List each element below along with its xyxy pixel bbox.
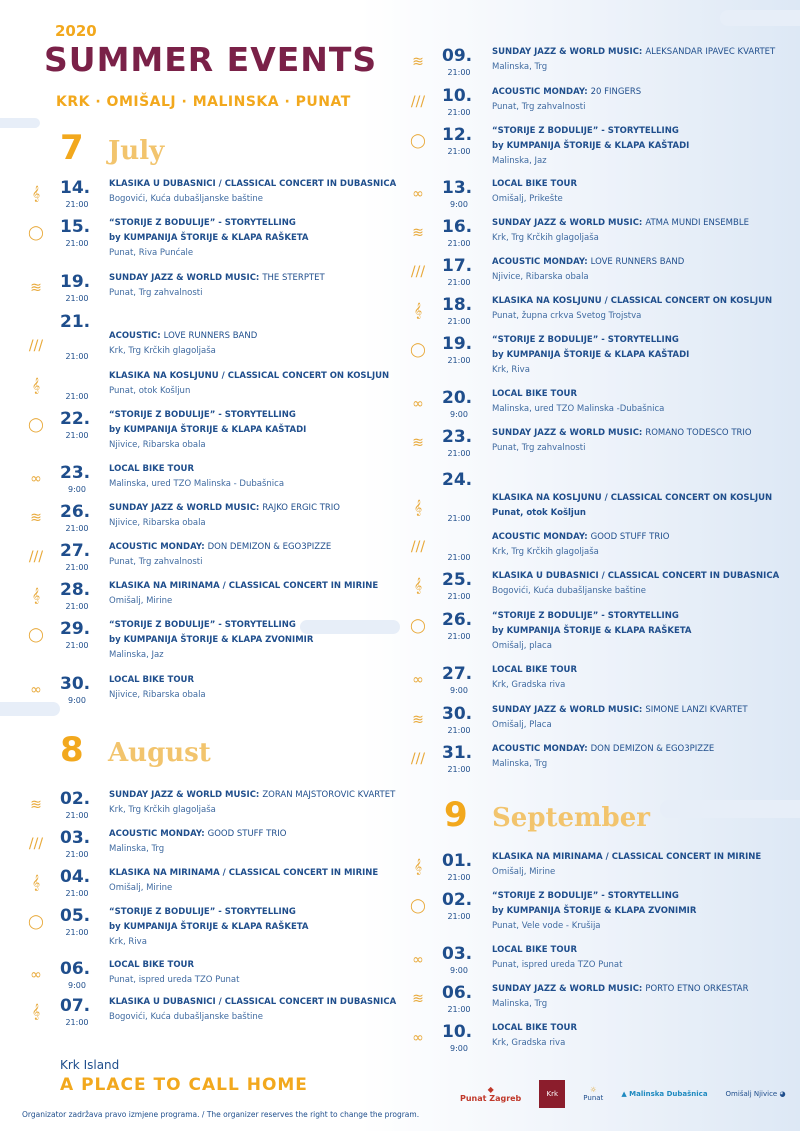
event-day: 07. xyxy=(60,996,91,1016)
bike-icon: ∞ xyxy=(30,967,42,983)
event-title: “ŠTORIJE Z BODULIJE” - STORYTELLING xyxy=(109,620,296,630)
event-subtitle: by KUMPANIJA ŠTORIJE & KLAPA KAŠTADI xyxy=(109,425,307,435)
event-item xyxy=(0,272,390,308)
event-subtitle: by KUMPANIJA ŠTORIJE & KLAPA RAŠKETA xyxy=(492,626,692,636)
event-time: 9:00 xyxy=(450,686,468,695)
month-name: September xyxy=(492,803,650,833)
event-title: KLASIKA NA KOŠLJUNU / CLASSICAL CONCERT ON KOŠLJUN xyxy=(109,371,390,381)
wave-icon: ≋ xyxy=(412,991,424,1007)
event-venue: Krk, Trg Krčkih glagoljaša xyxy=(492,233,599,243)
wave-icon: ≋ xyxy=(412,712,424,728)
event-item xyxy=(400,256,790,292)
speech-bubble-icon: ◯ xyxy=(28,225,44,241)
event-item xyxy=(0,789,396,825)
event-item xyxy=(400,86,790,122)
event-title: KLASIKA NA KOŠLJUNU / CLASSICAL CONCERT ON KOŠLJUN xyxy=(492,493,773,503)
event-venue: Krk, Gradska riva xyxy=(492,680,566,690)
event-title: LOCAL BIKE TOUR xyxy=(492,179,577,189)
event-venue: Krk, Riva xyxy=(109,937,147,947)
treble-clef-icon: 𝄞 xyxy=(413,859,423,875)
event-venue: Njivice, Ribarska obala xyxy=(492,272,589,282)
bike-icon: ∞ xyxy=(30,471,42,487)
event-item xyxy=(400,743,790,779)
slashes-icon: /// xyxy=(410,94,426,110)
event-item xyxy=(400,334,790,375)
wave-icon: ≋ xyxy=(30,797,42,813)
event-day: 19. xyxy=(60,272,91,292)
event-performer: LOVE RUNNERS BAND xyxy=(163,331,258,341)
event-title: KLASIKA NA MIRINAMA / CLASSICAL CONCERT IN MIRINE xyxy=(109,581,379,591)
event-day: 02. xyxy=(60,789,91,809)
event-day: 05. xyxy=(60,906,91,926)
event-title: LOCAL BIKE TOUR xyxy=(109,960,194,970)
event-item xyxy=(400,46,790,82)
event-item xyxy=(400,531,790,567)
event-item xyxy=(400,217,790,253)
event-day: 01. xyxy=(442,851,473,871)
event-time: 21:00 xyxy=(65,294,89,303)
bike-icon: ∞ xyxy=(30,682,42,698)
bike-icon: ∞ xyxy=(412,396,424,412)
event-venue: Krk, Trg Krčkih glagoljaša xyxy=(109,346,216,356)
event-performer: THE STERPTET xyxy=(262,273,325,283)
event-time: 21:00 xyxy=(447,912,471,921)
logo-omisalj: Omišalj Njivice ◕ xyxy=(725,1090,786,1098)
brand-towns: KRK · OMIŠALJ · MALINSKA · PUNAT xyxy=(56,94,351,110)
event-time: 21:00 xyxy=(65,1018,89,1027)
event-title: ACOUSTIC MONDAY: LOVE RUNNERS BAND xyxy=(492,257,685,267)
event-day: 28. xyxy=(60,580,91,600)
event-item xyxy=(0,409,390,450)
month-number: 7 xyxy=(60,128,84,168)
event-venue: Krk, Riva xyxy=(492,365,530,375)
event-performer: LOVE RUNNERS BAND xyxy=(590,257,685,267)
event-time: 21:00 xyxy=(65,524,89,533)
event-day: 18. xyxy=(442,295,473,315)
event-venue: Omišalj, Prikešte xyxy=(492,194,563,204)
treble-clef-icon: 𝄞 xyxy=(413,500,423,516)
event-time: 21:00 xyxy=(447,726,471,735)
event-day: 12. xyxy=(442,125,473,145)
event-venue: Punat, Trg zahvalnosti xyxy=(492,443,586,453)
speech-bubble-icon: ◯ xyxy=(28,914,44,930)
event-title: KLASIKA NA MIRINAMA / CLASSICAL CONCERT IN MIRINE xyxy=(492,852,762,862)
event-venue: Punat, otok Košljun xyxy=(109,386,191,396)
event-title: “ŠTORIJE Z BODULIJE” - STORYTELLING xyxy=(492,335,679,345)
event-subtitle: by KUMPANIJA ŠTORIJE & KLAPA RAŠKETA xyxy=(109,233,309,243)
event-venue: Njivice, Ribarska obala xyxy=(109,440,206,450)
speech-bubble-icon: ◯ xyxy=(28,417,44,433)
event-venue: Punat, Trg zahvalnosti xyxy=(492,102,586,112)
event-time: 21:00 xyxy=(447,765,471,774)
event-venue: Punat, župna crkva Svetog Trojstva xyxy=(492,311,642,321)
event-performer: ALEKSANDAR IPAVEC KVARTET xyxy=(645,47,776,57)
event-item xyxy=(0,580,390,616)
event-time: 21:00 xyxy=(447,108,471,117)
event-day: 22. xyxy=(60,409,91,429)
speech-bubble-icon: ◯ xyxy=(28,627,44,643)
event-title: KLASIKA NA KOŠLJUNU / CLASSICAL CONCERT ON KOŠLJUN xyxy=(492,296,773,306)
event-venue: Malinska, Jaz xyxy=(492,156,547,166)
event-subtitle: by KUMPANIJA ŠTORIJE & KLAPA KAŠTADI xyxy=(492,141,690,151)
event-day: 10. xyxy=(442,1022,473,1042)
event-item xyxy=(0,828,390,864)
wave-icon: ≋ xyxy=(412,54,424,70)
event-item xyxy=(0,217,390,258)
wave-icon: ≋ xyxy=(30,510,42,526)
event-item xyxy=(0,370,390,406)
event-day: 27. xyxy=(60,541,91,561)
event-day: 04. xyxy=(60,867,91,887)
event-time: 21:00 xyxy=(447,632,471,641)
event-subtitle: Punat, otok Košljun xyxy=(492,508,586,518)
event-title: KLASIKA U DUBAŠNICI / CLASSICAL CONCERT IN DUBAŠNICA xyxy=(109,997,397,1007)
event-day: 30. xyxy=(60,674,91,694)
bike-icon: ∞ xyxy=(412,952,424,968)
event-venue: Njivice, Ribarska obala xyxy=(109,518,206,528)
event-venue: Krk, Trg Krčkih glagoljaša xyxy=(492,547,599,557)
slashes-icon: /// xyxy=(410,539,426,555)
event-performer: 20 FINGERS xyxy=(590,87,642,97)
event-title: LOCAL BIKE TOUR xyxy=(492,945,577,955)
speech-bubble-icon: ◯ xyxy=(410,133,426,149)
footer-slogan: A PLACE TO CALL HOME xyxy=(60,1075,308,1095)
event-venue: Punat, Trg zahvalnosti xyxy=(109,288,203,298)
event-item xyxy=(0,674,390,710)
event-day: 29. xyxy=(60,619,91,639)
month-name: July xyxy=(108,136,165,166)
event-title: ACOUSTIC MONDAY: GOOD STUFF TRIO xyxy=(492,532,670,542)
event-performer: PORTO ETNO ORKESTAR xyxy=(645,984,749,994)
event-item xyxy=(400,944,790,980)
event-time: 9:00 xyxy=(68,485,86,494)
logo-punat-zagreb: ◆ Punat Zagreb xyxy=(460,1085,522,1103)
event-time: 21:00 xyxy=(65,239,89,248)
event-time: 21:00 xyxy=(447,317,471,326)
event-title: LOCAL BIKE TOUR xyxy=(492,1023,577,1033)
event-time: 21:00 xyxy=(447,592,471,601)
treble-clef-icon: 𝄞 xyxy=(31,1004,41,1020)
event-day: 26. xyxy=(442,610,473,630)
event-performer: ZORAN MAJSTOROVIĆ KVARTET xyxy=(262,790,396,800)
month-name: August xyxy=(108,738,211,768)
event-item xyxy=(400,704,790,740)
event-title: “ŠTORIJE Z BODULIJE” - STORYTELLING xyxy=(492,891,679,901)
bike-icon: ∞ xyxy=(412,672,424,688)
event-time: 21:00 xyxy=(65,850,89,859)
event-time: 9:00 xyxy=(450,200,468,209)
event-item xyxy=(400,664,790,700)
event-day: 27. xyxy=(442,664,473,684)
event-day: 23. xyxy=(60,463,91,483)
event-day: 06. xyxy=(442,983,473,1003)
event-time: 21:00 xyxy=(65,811,89,820)
event-item xyxy=(0,906,390,947)
event-time: 9:00 xyxy=(68,696,86,705)
treble-clef-icon: 𝄞 xyxy=(31,186,41,202)
event-venue: Omišalj, Mirine xyxy=(109,883,173,893)
treble-clef-icon: 𝄞 xyxy=(413,578,423,594)
event-time: 21:00 xyxy=(65,889,89,898)
event-item xyxy=(0,502,390,538)
event-venue: Krk, Gradska riva xyxy=(492,1038,566,1048)
event-title: SUNDAY JAZZ & WORLD MUSIC: ZORAN MAJSTOROVIĆ KVARTET xyxy=(109,790,396,800)
event-venue: Omišalj, Mirine xyxy=(492,867,556,877)
treble-clef-icon: 𝄞 xyxy=(31,875,41,891)
event-venue: Punat, Riva Punćale xyxy=(109,248,194,258)
month-heading-july xyxy=(60,128,164,168)
event-time: 21:00 xyxy=(65,602,89,611)
bike-icon: ∞ xyxy=(412,186,424,202)
event-time: 9:00 xyxy=(450,410,468,419)
event-performer: DON DEMIŽON & EGO3PIZZE xyxy=(590,744,715,754)
decor-cloud xyxy=(660,800,800,818)
event-subtitle: by KUMPANIJA ŠTORIJE & KLAPA ZVONIMIR xyxy=(492,906,697,916)
event-venue: Punat, ispred ureda TZO Punat xyxy=(492,960,623,970)
event-venue: Krk, Trg Krčkih glagoljaša xyxy=(109,805,216,815)
event-item xyxy=(400,890,790,931)
event-venue: Malinska, ured TZO Malinska -Dubašnica xyxy=(492,404,665,414)
wave-icon: ≋ xyxy=(412,225,424,241)
event-item xyxy=(0,959,390,995)
event-performer: ATMA MUNDI ENSEMBLE xyxy=(645,218,749,228)
event-item xyxy=(400,492,790,528)
treble-clef-icon: 𝄞 xyxy=(31,378,41,394)
event-day: 30. xyxy=(442,704,473,724)
event-title: SUNDAY JAZZ & WORLD MUSIC: SIMONE LANZI KVARTET xyxy=(492,705,748,715)
event-title: KLASIKA U DUBAŠNICI / CLASSICAL CONCERT IN DUBAŠNICA xyxy=(492,571,780,581)
event-time: 21:00 xyxy=(65,563,89,572)
event-performer: RAJKO ERGIĆ TRIO xyxy=(262,503,340,513)
event-time: 21:00 xyxy=(65,928,89,937)
event-time: 9:00 xyxy=(450,966,468,975)
event-venue: Malinska, Trg xyxy=(109,844,165,854)
event-performer: DON DEMIŽON & EGO3PIZZE xyxy=(207,542,332,552)
event-day: 23. xyxy=(442,427,473,447)
brand-year: 2020 xyxy=(55,22,97,40)
event-item xyxy=(0,541,390,577)
event-item xyxy=(400,1022,790,1058)
event-venue: Malinska, Trg xyxy=(492,62,548,72)
event-venue: Punat, ispred ureda TZO Punat xyxy=(109,975,240,985)
wave-icon: ≋ xyxy=(30,280,42,296)
speech-bubble-icon: ◯ xyxy=(410,898,426,914)
event-day: 16. xyxy=(442,217,473,237)
event-time: 21:00 xyxy=(65,431,89,440)
event-day: 17. xyxy=(442,256,473,276)
event-time: 21:00 xyxy=(447,147,471,156)
logo-malinska: ▲ Malinska Dubašnica xyxy=(621,1090,708,1098)
event-title: SUNDAY JAZZ & WORLD MUSIC: ALEKSANDAR IPAVEC KVARTET xyxy=(492,47,776,57)
event-item xyxy=(400,295,790,331)
event-time: 9:00 xyxy=(68,981,86,990)
event-venue: Bogovići, Kuća dubašljanske baštine xyxy=(109,194,264,204)
footer-note: Organizator zadržava pravo izmjene programa. / The organizer reserves the right to change the program. xyxy=(22,1110,420,1119)
event-time: 21:00 xyxy=(447,873,471,882)
logo-krk: Krk xyxy=(539,1080,565,1108)
event-day: 31. xyxy=(442,743,473,763)
footer-island: Krk Island xyxy=(60,1058,120,1072)
event-time: 21:00 xyxy=(65,200,89,209)
event-day: 03. xyxy=(60,828,91,848)
slashes-icon: /// xyxy=(410,751,426,767)
event-day: 25. xyxy=(442,570,473,590)
treble-clef-icon: 𝄞 xyxy=(31,588,41,604)
event-title: ACOUSTIC MONDAY: DON DEMIŽON & EGO3PIZZE xyxy=(492,744,715,754)
event-title: LOCAL BIKE TOUR xyxy=(109,464,194,474)
event-title: SUNDAY JAZZ & WORLD MUSIC: ATMA MUNDI ENSEMBLE xyxy=(492,218,749,228)
event-title: SUNDAY JAZZ & WORLD MUSIC: ROMANO TODESCO TRIO xyxy=(492,428,752,438)
slashes-icon: /// xyxy=(28,338,44,354)
event-item xyxy=(0,996,397,1032)
event-title: ACOUSTIC: LOVE RUNNERS BAND xyxy=(109,331,258,341)
event-title: ACOUSTIC MONDAY: GOOD STUFF TRIO xyxy=(109,829,287,839)
slashes-icon: /// xyxy=(28,836,44,852)
event-venue: Omišalj, placa xyxy=(492,641,552,651)
event-time: 21:00 xyxy=(447,514,471,523)
event-time: 21:00 xyxy=(65,352,89,361)
treble-clef-icon: 𝄞 xyxy=(413,303,423,319)
event-day: 26. xyxy=(60,502,91,522)
event-item xyxy=(400,427,790,463)
event-venue: Malinska, Trg xyxy=(492,759,548,769)
event-time: 9:00 xyxy=(450,1044,468,1053)
event-item xyxy=(400,178,790,214)
event-subtitle: by KUMPANIJA ŠTORIJE & KLAPA KAŠTADI xyxy=(492,350,690,360)
event-title: “ŠTORIJE Z BODULIJE” - STORYTELLING xyxy=(109,410,296,420)
month-heading-august xyxy=(60,730,211,770)
speech-bubble-icon: ◯ xyxy=(410,342,426,358)
event-title: SUNDAY JAZZ & WORLD MUSIC: PORTO ETNO ORKESTAR xyxy=(492,984,749,994)
event-day: 19. xyxy=(442,334,473,354)
partner-logos xyxy=(460,1080,786,1108)
event-title: LOCAL BIKE TOUR xyxy=(109,675,194,685)
logo-punat: ☼ Punat xyxy=(583,1086,604,1102)
event-item xyxy=(400,388,790,424)
event-day: 13. xyxy=(442,178,473,198)
event-title: SUNDAY JAZZ & WORLD MUSIC: THE STERPTET xyxy=(109,273,325,283)
slashes-icon: /// xyxy=(28,549,44,565)
event-title: ACOUSTIC MONDAY: DON DEMIŽON & EGO3PIZZE xyxy=(109,542,332,552)
event-title: “ŠTORIJE Z BODULIJE” - STORYTELLING xyxy=(492,126,679,136)
event-title: “ŠTORIJE Z BODULIJE” - STORYTELLING xyxy=(492,611,679,621)
event-item xyxy=(0,463,390,499)
month-number: 9 xyxy=(444,795,468,835)
event-item xyxy=(400,851,790,887)
event-item xyxy=(0,867,390,903)
event-item xyxy=(400,610,790,651)
event-time: 21:00 xyxy=(447,553,471,562)
event-venue: Omišalj, Mirine xyxy=(109,596,173,606)
event-performer: GOOD STUFF TRIO xyxy=(590,532,670,542)
event-title: SUNDAY JAZZ & WORLD MUSIC: RAJKO ERGIĆ TRIO xyxy=(109,503,340,513)
event-item xyxy=(0,619,390,660)
event-day: 06. xyxy=(60,959,91,979)
event-title: LOCAL BIKE TOUR xyxy=(492,665,577,675)
event-item xyxy=(400,570,790,606)
event-venue: Punat, Trg zahvalnosti xyxy=(109,557,203,567)
event-day: 15. xyxy=(60,217,91,237)
event-title: “ŠTORIJE Z BODULIJE” - STORYTELLING xyxy=(109,218,296,228)
event-venue: Bogovići, Kuća dubašljanske baštine xyxy=(109,1012,264,1022)
speech-bubble-icon: ◯ xyxy=(410,618,426,634)
bike-icon: ∞ xyxy=(412,1030,424,1046)
event-title: “ŠTORIJE Z BODULIJE” - STORYTELLING xyxy=(109,907,296,917)
event-title: KLASIKA U DUBAŠNICI / CLASSICAL CONCERT IN DUBAŠNICA xyxy=(109,179,397,189)
event-day: 09. xyxy=(442,46,473,66)
month-heading-september xyxy=(444,795,650,835)
event-venue: Omišalj, Placa xyxy=(492,720,552,730)
event-day: 14. xyxy=(60,178,91,198)
decor-cloud xyxy=(0,118,40,128)
event-performer: SIMONE LANZI KVARTET xyxy=(645,705,748,715)
brand-title: SUMMER EVENTS xyxy=(44,40,378,79)
event-title: KLASIKA NA MIRINAMA / CLASSICAL CONCERT IN MIRINE xyxy=(109,868,379,878)
event-time: 21:00 xyxy=(447,68,471,77)
event-time: 21:00 xyxy=(447,356,471,365)
event-time: 21:00 xyxy=(447,449,471,458)
event-item xyxy=(400,125,790,166)
event-venue: Malinska, Trg xyxy=(492,999,548,1009)
event-day: 21. xyxy=(60,312,91,332)
event-subtitle: by KUMPANIJA ŠTORIJE & KLAPA ZVONIMIR xyxy=(109,635,314,645)
event-time: 21:00 xyxy=(447,1005,471,1014)
slashes-icon: /// xyxy=(410,264,426,280)
event-time: 21:00 xyxy=(447,278,471,287)
event-title: ACOUSTIC MONDAY: 20 FINGERS xyxy=(492,87,642,97)
event-day: 02. xyxy=(442,890,473,910)
event-title: LOCAL BIKE TOUR xyxy=(492,389,577,399)
decor-cloud xyxy=(720,10,800,26)
event-day: 24. xyxy=(442,470,473,490)
event-day: 03. xyxy=(442,944,473,964)
event-venue: Malinska, Jaz xyxy=(109,650,164,660)
event-item xyxy=(0,330,390,366)
event-venue: Punat, Vele vode - Krušija xyxy=(492,921,601,931)
month-number: 8 xyxy=(60,730,84,770)
event-item xyxy=(0,178,397,214)
event-performer: GOOD STUFF TRIO xyxy=(207,829,287,839)
event-day: 20. xyxy=(442,388,473,408)
event-venue: Bogovići, Kuća dubašljanske baštine xyxy=(492,586,647,596)
event-time: 21:00 xyxy=(447,239,471,248)
event-subtitle: by KUMPANIJA ŠTORIJE & KLAPA RAŠKETA xyxy=(109,922,309,932)
event-venue: Njivice, Ribarska obala xyxy=(109,690,206,700)
event-performer: ROMANO TODESCO TRIO xyxy=(645,428,752,438)
event-venue: Malinska, ured TZO Malinska - Dubašnica xyxy=(109,479,285,489)
wave-icon: ≋ xyxy=(412,435,424,451)
event-time: 21:00 xyxy=(65,641,89,650)
event-day: 10. xyxy=(442,86,473,106)
event-item xyxy=(400,983,790,1019)
event-time: 21:00 xyxy=(65,392,89,401)
